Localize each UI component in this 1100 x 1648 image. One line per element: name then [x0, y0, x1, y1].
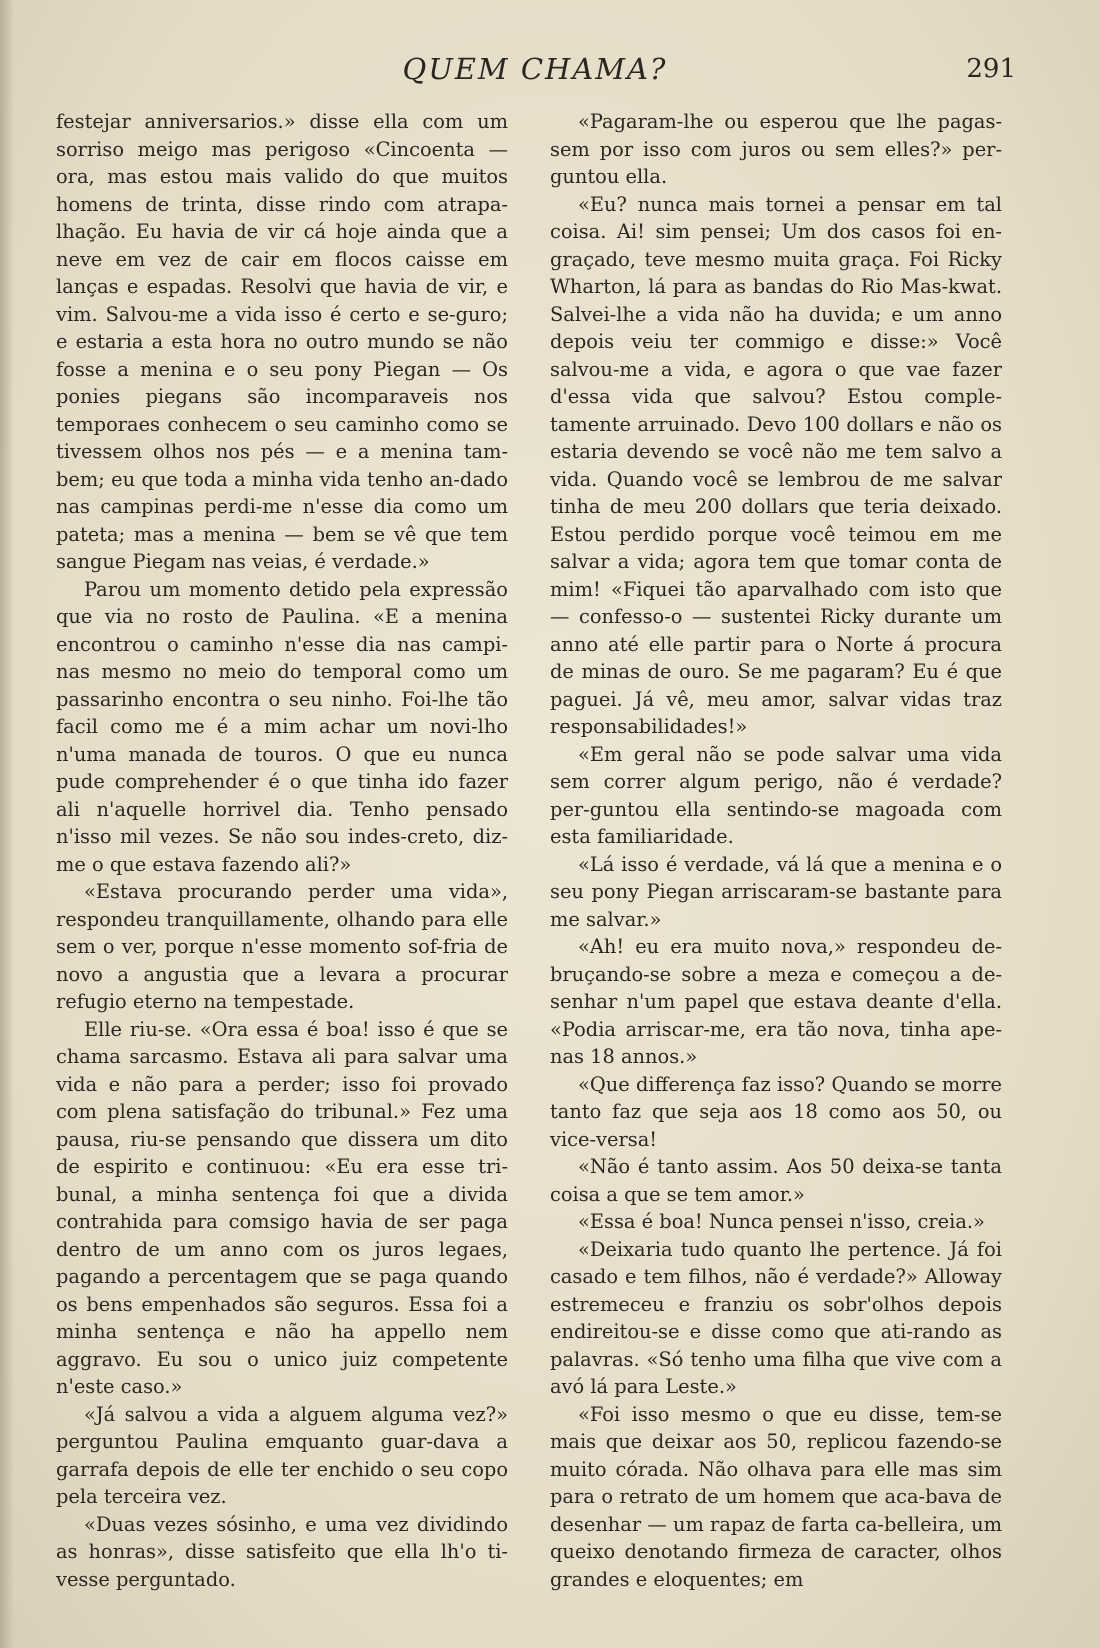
paragraph: «Em geral não se pode salvar uma vida sem correr algum perigo, não é verdade? per-guntou ella sentindo-se magoada com esta familiaridade. — [550, 742, 1002, 848]
paragraph: Elle riu-se. «Ora essa é boa! isso é que se chama sarcasmo. Estava ali para salvar uma vida e não para a perder; isso foi provado com plena satisfação do tribunal.» Fez uma pausa, riu-se pensando que dissera um dito de espirito e continuou: «Eu era esse tri-bunal, a minha sentença foi que a divida contrahida para comsigo havia de ser paga dentro de um anno com os juros legaes, pagando a percentagem que se paga quando os bens empenhados são seguros. Essa foi a minha sentença e não ha appello nem aggravo. Eu sou o unico juiz competente n'este caso.» — [56, 1017, 508, 1398]
paragraph: «Estava procurando perder uma vida», respondeu tranquillamente, olhando para elle sem o ver, porque n'esse momento sof-fria de novo a angustia que a levara a procurar refugio eterno na tempestade. — [56, 880, 508, 1013]
page-header — [0, 52, 1100, 96]
paragraph: «Não é tanto assim. Aos 50 deixa-se tanta coisa a que se tem amor.» — [550, 1155, 1002, 1206]
paragraph: «Pagaram-lhe ou esperou que lhe pagas-sem por isso com juros ou sem elles?» per-guntou ella. — [550, 110, 1002, 188]
paragraph: festejar anniversarios.» disse ella com um sorriso meigo mas perigoso «Cincoenta — ora, mas estou mais valido do que muitos homens de trinta, disse rindo com atrapa-lhação. Eu havia de vir cá hoje ainda que a neve em vez de cair em flocos caisse em lanças e espadas. Resolvi que havia de vir, e vim. Salvou-me a vida isso é certo e se-guro; e estaria a esta hora no outro mundo se não fosse a menina e o seu pony Piegan — Os ponies piegans são incomparaveis nos temporaes conhecem o seu caminho como se tivessem olhos nos pés — e a menina tam-bem; eu que toda a minha vida tenho an-dado nas campinas perdi-me n'esse dia como um pateta; mas a menina — bem se vê que tem sangue Piegam nas veias, é verdade.» — [56, 110, 508, 573]
left-column — [56, 108, 508, 1593]
running-title: QUEM CHAMA? — [402, 52, 668, 86]
paragraph: «Ah! eu era muito nova,» respondeu de-bruçando-se sobre a meza e começou a de-senhar n'um papel que estava deante d'ella. «Podia arriscar-me, era tão nova, tinha ape-nas 18 annos.» — [550, 935, 1002, 1068]
right-column — [550, 108, 1002, 1593]
paragraph: «Duas vezes sósinho, e uma vez dividindo as honras», disse satisfeito que ella lh'o ti-vesse perguntado. — [56, 1512, 508, 1591]
paragraph: «Foi isso mesmo o que eu disse, tem-se mais que deixar aos 50, replicou fazendo-se muito córada. Não olhava para elle mas sim para o retrato de um homem que aca-bava de desenhar — um rapaz de farta ca-belleira, um queixo denotando firmeza de caracter, olhos grandes e eloquentes; em — [550, 1402, 1002, 1591]
paragraph: «Que differença faz isso? Quando se morre tanto faz que seja aos 18 como aos 50, ou vice-versa! — [550, 1072, 1002, 1151]
page-spine-shadow — [0, 0, 14, 1648]
paragraph: «Eu? nunca mais tornei a pensar em tal coisa. Ai! sim pensei; Um dos casos foi en-graçado, teve mesmo muita graça. Foi Ricky Wharton, lá para as bandas do Rio Mas-kwat. Salvei-lhe a vida não ha duvida; e um anno depois veiu ter commigo e disse:» Você salvou-me a vida, e agora o que vae fazer d'essa vida que salvou? Estou comple-tamente arruinado. Devo 100 dollars e não os estaria devendo se você não me tem salvo a vida. Quando você se lembrou de me salvar tinha de meu 200 dollars que teria deixado. Estou perdido porque você teimou em me salvar a vida; agora tem que tomar conta de mim! «Fiquei tão aparvalhado com isto que — confesso-o — sustentei Ricky durante um anno até elle partir para o Norte á procura de minas de ouro. Se me pagaram? Eu é que paguei. Já vê, meu amor, salvar vidas traz responsabilidades!» — [550, 192, 1002, 738]
paragraph: «Já salvou a vida a alguem alguma vez?» perguntou Paulina emquanto guar-dava a garrafa depois de elle ter enchido o seu copo pela terceira vez. — [56, 1402, 508, 1508]
paragraph: Parou um momento detido pela expressão que via no rosto de Paulina. «E a menina encontrou o caminho n'esse dia nas campi-nas mesmo no meio do temporal como um passarinho encontra o seu ninho. Foi-lhe tão facil como me é a mim achar um novi-lho n'uma manada de touros. O que eu nunca pude comprehender é o que tinha ido fazer ali n'aquelle horrivel dia. Tenho pensado n'isso mil vezes. Se não sou indes-creto, diz-me o que estava fazendo ali?» — [56, 577, 508, 876]
paragraph: «Deixaria tudo quanto lhe pertence. Já foi casado e tem filhos, não é verdade?» Alloway estremeceu e franziu os sobr'olhos depois endireitou-se e disse como que ati-rando as palavras. «Só tenho uma filha que vive com a avó lá para Leste.» — [550, 1237, 1002, 1398]
page-number: 291 — [966, 54, 1016, 84]
paragraph: «Essa é boa! Nunca pensei n'isso, creia.» — [578, 1210, 985, 1233]
paragraph: «Lá isso é verdade, vá lá que a menina e o seu pony Piegan arriscaram-se bastante para me salvar.» — [550, 852, 1002, 931]
